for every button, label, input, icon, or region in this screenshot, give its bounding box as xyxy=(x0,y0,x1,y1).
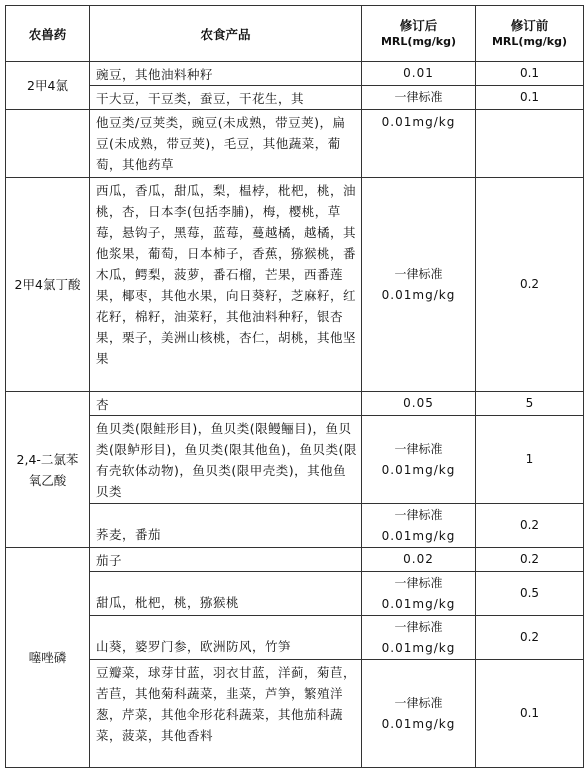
product-cell: 甜瓜，枇杷，桃，猕猴桃 xyxy=(90,572,362,616)
header-after-unit: MRL(mg/kg) xyxy=(380,34,457,48)
pesticide-cell: 2甲4氯丁酸 xyxy=(6,178,90,392)
header-product: 农食产品 xyxy=(90,6,362,62)
mrl-before-cell: 0.2 xyxy=(476,616,584,660)
product-cell: 茄子 xyxy=(90,548,362,572)
mrl-after-cell xyxy=(362,392,476,416)
table-row xyxy=(6,616,584,660)
mrl-before-cell: 0.5 xyxy=(476,572,584,616)
mrl-after-cell xyxy=(362,660,476,768)
mrl-after-cell: 一律标准 xyxy=(362,86,476,110)
mrl-before-cell: 0.1 xyxy=(476,62,584,86)
mrl-before-cell: 0.1 xyxy=(476,86,584,110)
table-row xyxy=(6,416,584,504)
mrl-after-line2: 0.01mg/kg xyxy=(381,716,456,731)
pesticide-cell: 噻唑磷 xyxy=(6,548,90,768)
mrl-after-cell xyxy=(362,62,476,86)
product-cell: 杏 xyxy=(90,392,362,416)
header-row xyxy=(6,6,584,62)
mrl-after-line1: 一律标准 xyxy=(394,266,443,281)
mrl-after-cell xyxy=(362,548,476,572)
mrl-before-cell: 0.1 xyxy=(476,660,584,768)
product-cell: 荞麦，番茄 xyxy=(90,504,362,548)
mrl-after-line1: 一律标准 xyxy=(394,575,443,590)
mrl-after-line2: 0.01mg/kg xyxy=(381,287,456,302)
mrl-after-line2: 0.01mg/kg xyxy=(381,528,456,543)
mrl-before-cell-empty xyxy=(476,110,584,178)
mrl-after-cell xyxy=(362,616,476,660)
product-cell: 他豆类/豆荚类，豌豆(未成熟，带豆荚)，扁豆(未成熟，带豆荚)，毛豆，其他蔬菜，葡萄，其他药草 xyxy=(90,110,362,178)
table-row xyxy=(6,178,584,392)
product-cell: 鱼贝类(限鲑形目)，鱼贝类(限鳗鲡目)，鱼贝类(限鲈形目)，鱼贝类(限其他鱼)，鱼贝类(限有壳软体动物)，鱼贝类(限甲壳类)，其他鱼贝类 xyxy=(90,416,362,504)
mrl-before-cell: 0.2 xyxy=(476,504,584,548)
mrl-after-cell xyxy=(362,110,476,178)
table-row xyxy=(6,392,584,416)
product-cell: 豌豆，其他油料种籽 xyxy=(90,62,362,86)
mrl-after-value: 0.02 xyxy=(403,552,434,566)
mrl-after-line1: 一律标准 xyxy=(394,695,443,710)
table-row xyxy=(6,548,584,572)
header-after-title: 修订后 xyxy=(399,17,438,33)
table-row xyxy=(6,62,584,86)
table-row xyxy=(6,660,584,768)
header-before-unit: MRL(mg/kg) xyxy=(491,34,568,48)
pesticide-cell: 2甲4氯 xyxy=(6,62,90,110)
product-cell: 干大豆，干豆类，蚕豆，干花生，其 xyxy=(90,86,362,110)
mrl-after-value: 0.01mg/kg xyxy=(381,115,456,129)
table-row xyxy=(6,504,584,548)
mrl-after-cell xyxy=(362,504,476,548)
mrl-before-cell: 5 xyxy=(476,392,584,416)
mrl-after-value: 0.01 xyxy=(403,66,434,80)
mrl-after-cell xyxy=(362,416,476,504)
mrl-after-line1: 一律标准 xyxy=(394,619,443,634)
mrl-after-value: 0.05 xyxy=(403,396,434,410)
product-cell: 西瓜，香瓜，甜瓜，梨，榅桲，枇杷，桃，油桃，杏，日本李(包括李脯)，梅，樱桃，草莓，悬钩子，黑莓，蓝莓，蔓越橘，越橘，其他浆果，葡萄，日本柿子，香蕉，猕猴桃，番木瓜，鳄梨，菠萝，番石榴，芒果，西番莲果，椰枣，其他水果，向日葵籽，芝麻籽，红花籽，棉籽，油菜籽，其他油料种籽，银杏果，栗子，美洲山核桃，杏仁，胡桃，其他坚果 xyxy=(90,178,362,392)
table-row xyxy=(6,86,584,110)
header-before-title: 修订前 xyxy=(510,17,549,33)
header-mrl-after xyxy=(362,6,476,62)
header-mrl-before xyxy=(476,6,584,62)
table-row xyxy=(6,572,584,616)
pesticide-cell-empty xyxy=(6,110,90,178)
mrl-after-line1: 一律标准 xyxy=(394,507,443,522)
table-row xyxy=(6,110,584,178)
mrl-after-line2: 0.01mg/kg xyxy=(381,640,456,655)
header-pesticide: 农兽药 xyxy=(6,6,90,62)
mrl-after-cell xyxy=(362,572,476,616)
pesticide-cell: 2,4-二氯苯氧乙酸 xyxy=(6,392,90,548)
mrl-before-cell: 0.2 xyxy=(476,548,584,572)
mrl-revision-table xyxy=(5,5,584,768)
mrl-after-line2: 0.01mg/kg xyxy=(381,596,456,611)
mrl-after-cell xyxy=(362,178,476,392)
product-cell: 豆瓣菜，球芽甘蓝，羽衣甘蓝，洋蓟，菊苣，苦苣，其他菊科蔬菜，韭菜，芦笋，繁殖洋葱，芹菜，其他伞形花科蔬菜，其他茄科蔬菜，菠菜，其他香料 xyxy=(90,660,362,768)
product-cell: 山葵，婆罗门参，欧洲防风，竹笋 xyxy=(90,616,362,660)
mrl-after-line2: 0.01mg/kg xyxy=(381,462,456,477)
mrl-before-cell: 1 xyxy=(476,416,584,504)
mrl-after-line1: 一律标准 xyxy=(394,441,443,456)
mrl-before-cell: 0.2 xyxy=(476,178,584,392)
